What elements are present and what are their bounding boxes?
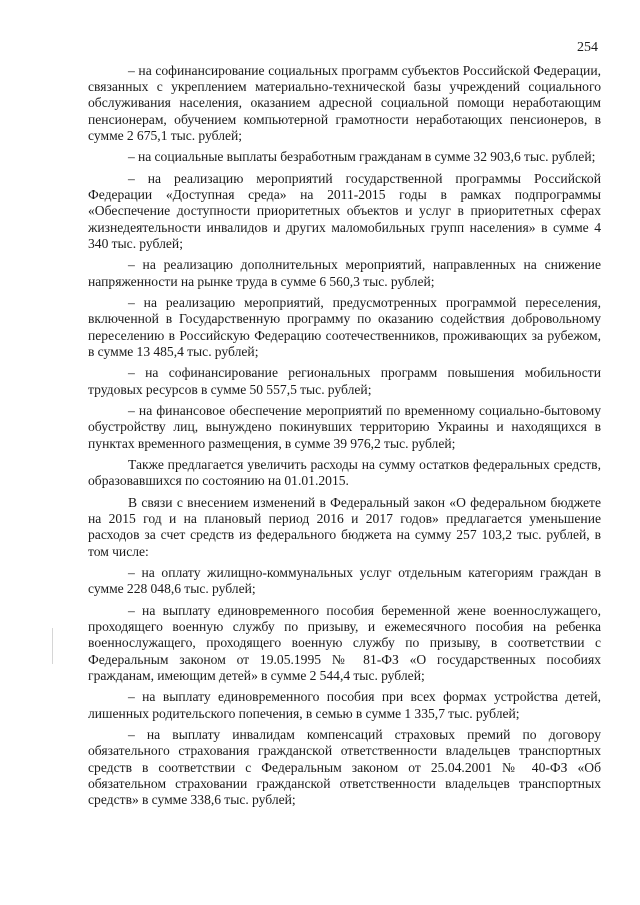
paragraph: – на софинансирование социальных программ субъектов Российской Федерации, связанных с укреплением материально-технической базы учреждений социального обслуживания населения, оказанием адресной социальной помощи неработающим пенсионерам, обучением компьютерной грамотности неработающих пенсионеров, в сумме 2 675,1 тыс. рублей; [88, 63, 601, 143]
page-number: 254 [577, 40, 598, 55]
paragraph: – на выплату единовременного пособия при всех формах устройства детей, лишенных родительского попечения, в семью в сумме 1 335,7 тыс. рублей; [88, 689, 601, 721]
paragraph: – на реализацию мероприятий государственной программы Российской Федерации «Доступная среда» на 2011-2015 годы в рамках подпрограммы «Обеспечение доступности приоритетных объектов и услуг в приоритетных сферах жизнедеятельности инвалидов и других маломобильных групп населения» в сумме 4 340 тыс. рублей; [88, 171, 601, 251]
paragraph: В связи с внесением изменений в Федеральный закон «О федеральном бюджете на 2015 год и на плановый период 2016 и 2017 годов» предлагается уменьшение расходов за счет средств из федерального бюджета на сумму 257 103,2 тыс. рублей, в том числе: [88, 495, 601, 559]
document-body [88, 63, 601, 814]
paragraph: – на социальные выплаты безработным гражданам в сумме 32 903,6 тыс. рублей; [128, 149, 596, 165]
paragraph: – на выплату инвалидам компенсаций страховых премий по договору обязательного страхования гражданской ответственности владельцев транспортных средств в соответствии с Федеральным законом от 25.04.2001 № 40-ФЗ «Об обязательном страховании гражданской ответственности владельцев транспортных средств» в сумме 338,6 тыс. рублей; [88, 727, 601, 808]
paragraph: – на софинансирование региональных программ повышения мобильности трудовых ресурсов в сумме 50 557,5 тыс. рублей; [88, 365, 601, 397]
paragraph: – на выплату единовременного пособия беременной жене военнослужащего, проходящего военную службу по призыву, и ежемесячного пособия на ребенка военнослужащего, проходящего военную службу по призыву, в соответствии с Федеральным законом от 19.05.1995 № 81-ФЗ «О государственных пособиях гражданам, имеющим детей» в сумме 2 544,4 тыс. рублей; [88, 603, 601, 683]
paragraph: Также предлагается увеличить расходы на сумму остатков федеральных средств, образовавшихся по состоянию на 01.01.2015. [88, 457, 601, 489]
paragraph: – на реализацию дополнительных мероприятий, направленных на снижение напряженности на рынке труда в сумме 6 560,3 тыс. рублей; [88, 257, 601, 289]
paragraph: – на оплату жилищно-коммунальных услуг отдельным категориям граждан в сумме 228 048,6 тыс. рублей; [88, 565, 601, 597]
paragraph: – на реализацию мероприятий, предусмотренных программой переселения, включенной в Государственную программу по оказанию содействия добровольному переселению в Российскую Федерацию соотечественников, проживающих за рубежом, в сумме 13 485,4 тыс. рублей; [88, 295, 601, 359]
margin-mark [52, 628, 53, 664]
paragraph: – на финансовое обеспечение мероприятий по временному социально-бытовому обустройству лиц, вынуждено покинувших территорию Украины и находящихся в пунктах временного размещения, в сумме 39 976,2 тыс. рублей; [88, 403, 601, 451]
